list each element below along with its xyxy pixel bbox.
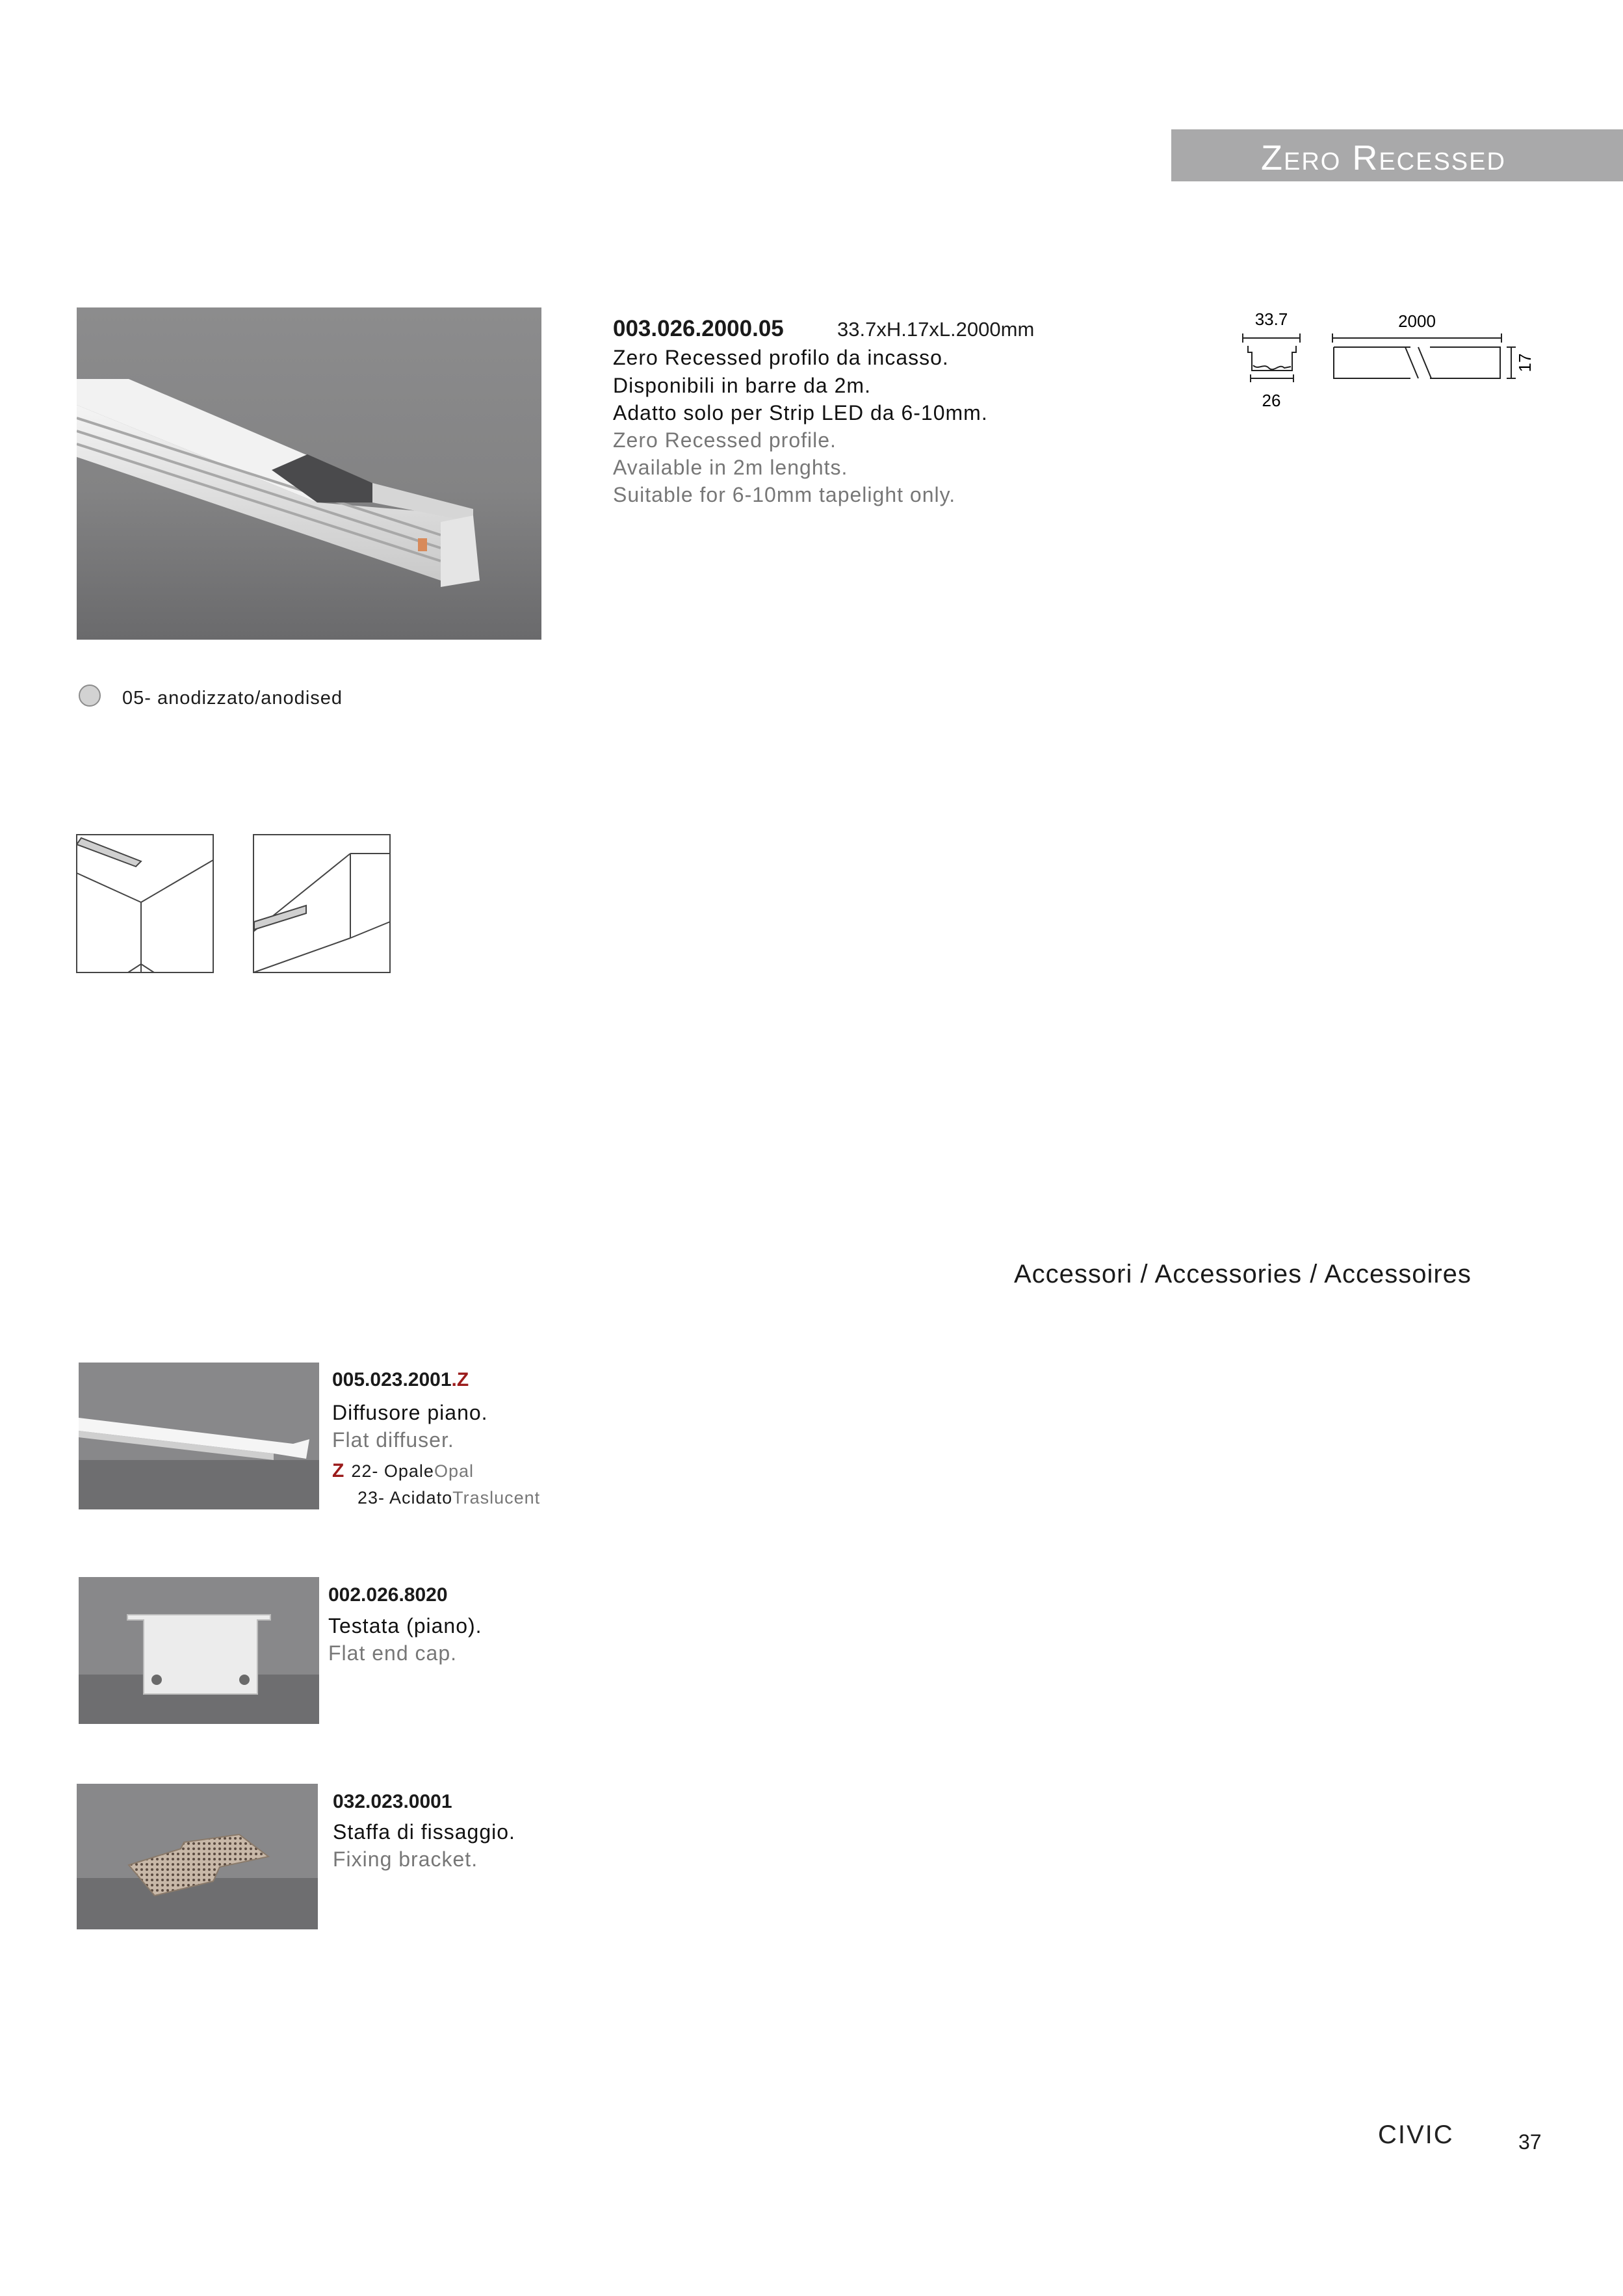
accessory-code: 002.026.8020 [328, 1584, 448, 1606]
option-name-en: Opal [434, 1461, 474, 1481]
accessory-photo-bracket [77, 1784, 318, 1929]
option-number: 22- [351, 1461, 379, 1481]
option-name-it: Opale [383, 1461, 434, 1481]
description-it-line: Zero Recessed profilo da incasso. [613, 346, 949, 369]
product-code: 003.026.2000.05 [613, 316, 784, 341]
accessory-name-it: Staffa di fissaggio. [333, 1820, 515, 1844]
accessory-photo-diffuser [79, 1363, 319, 1509]
product-dimensions: 33.7xH.17xL.2000mm [837, 318, 1035, 341]
dim-width-top: 33.7 [1254, 309, 1288, 329]
accessory-option-row [357, 1488, 540, 1508]
finish-label: 05- anodizzato/anodised [122, 688, 343, 709]
dim-length: 2000 [1398, 311, 1436, 331]
accessory-name-en: Flat end cap. [328, 1641, 457, 1665]
accessory-name-en: Fixing bracket. [333, 1847, 478, 1871]
option-marker: Z [332, 1460, 345, 1481]
technical-drawing [1235, 306, 1560, 423]
accessory-code: 005.023.2001.Z [332, 1369, 469, 1390]
product-photo [77, 307, 541, 640]
option-number: 23- [357, 1488, 385, 1507]
accessory-code-suffix: .Z [451, 1369, 469, 1390]
description-en-line: Suitable for 6-10mm tapelight only. [613, 483, 956, 506]
description-it-line: Disponibili in barre da 2m. [613, 374, 871, 397]
brand-logo: CIVIC [1378, 2120, 1454, 2149]
option-name-it: Acidato [389, 1488, 453, 1507]
description-it-line: Adatto solo per Strip LED da 6-10mm. [613, 401, 988, 424]
page-number: 37 [1518, 2130, 1542, 2154]
accessory-name-en: Flat diffuser. [332, 1428, 454, 1452]
page-title: Zero Recessed [1261, 138, 1506, 177]
finish-swatch [79, 685, 101, 707]
accessory-photo-end-cap [79, 1577, 319, 1724]
dim-width-bottom: 26 [1262, 391, 1281, 410]
accessories-heading: Accessori / Accessories / Accessoires [1014, 1260, 1472, 1288]
accessory-code: 032.023.0001 [333, 1791, 452, 1812]
description-en-line: Available in 2m lenghts. [613, 456, 848, 479]
accessory-option-row [332, 1460, 474, 1482]
accessory-name-it: Testata (piano). [328, 1614, 482, 1637]
installation-diagram-ceiling [76, 834, 214, 973]
accessory-name-it: Diffusore piano. [332, 1401, 488, 1424]
header-band [1171, 129, 1623, 181]
option-name-en: Traslucent [452, 1488, 541, 1507]
installation-diagram-wall [253, 834, 391, 973]
description-en-line: Zero Recessed profile. [613, 428, 837, 452]
dim-height: 17 [1515, 353, 1535, 372]
